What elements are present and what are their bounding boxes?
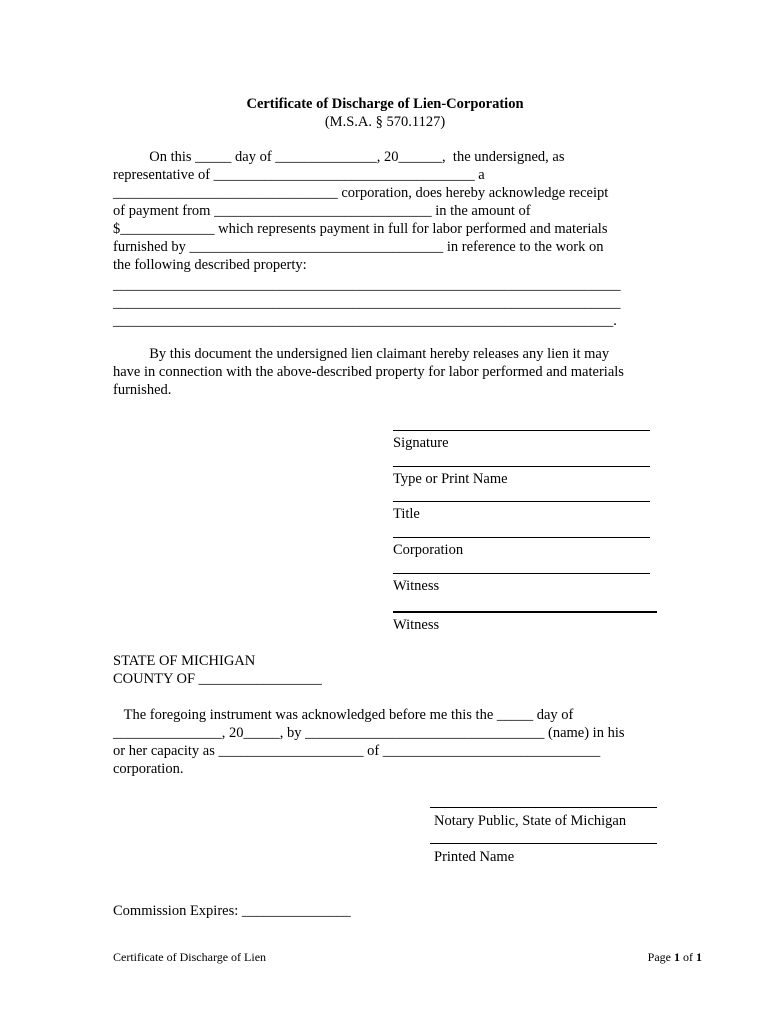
body-line: $_____________ which represents payment in full for labor performed and materials (113, 221, 608, 237)
body-line: On this _____ day of ______________, 20______, the undersigned, as (113, 149, 565, 165)
title-label: Title (393, 506, 420, 522)
witness2-label: Witness (393, 617, 440, 633)
printed-name-rule (430, 843, 657, 844)
corporation-rule (393, 537, 650, 538)
statute-citation: (M.S.A. § 570.1127) (324, 114, 446, 130)
print-name-label: Type or Print Name (393, 471, 508, 487)
notary-label: Notary Public, State of Michigan (434, 813, 627, 829)
county-line: COUNTY OF _________________ (113, 671, 322, 687)
body-line: representative of ____________________________________ a (113, 167, 485, 183)
signature-rule (393, 430, 650, 431)
corporation-label: Corporation (393, 542, 464, 558)
release-line: furnished. (113, 382, 172, 398)
body-line: _______________________________ corporation, does hereby acknowledge receipt (113, 185, 609, 201)
ack-line: _______________, 20_____, by _________________________________ (name) in his (113, 725, 625, 741)
state-line: STATE OF MICHIGAN (113, 653, 256, 669)
document-title: Certificate of Discharge of Lien-Corporation (246, 96, 524, 112)
title-rule (393, 501, 650, 502)
witness-label: Witness (393, 578, 440, 594)
ack-line: corporation. (113, 761, 184, 777)
signature-label: Signature (393, 435, 449, 451)
property-line: ______________________________________________________________________ (113, 295, 621, 311)
footer-title: Certificate of Discharge of Lien (113, 950, 267, 964)
ack-line: or her capacity as ____________________ of ______________________________ (113, 743, 601, 759)
witness-rule (393, 573, 650, 574)
property-line: _____________________________________________________________________. (113, 313, 617, 329)
print-name-rule (393, 466, 650, 467)
printed-name-label: Printed Name (434, 849, 515, 865)
commission-expires: Commission Expires: _______________ (113, 903, 351, 919)
ack-line: The foregoing instrument was acknowledged before me this the _____ day of (113, 707, 574, 723)
body-line: of payment from ______________________________ in the amount of (113, 203, 531, 219)
page-number: Page 1 of 1 (647, 950, 702, 964)
notary-rule (430, 807, 657, 808)
body-line: the following described property: (113, 257, 307, 273)
release-line: By this document the undersigned lien claimant hereby releases any lien it may (113, 346, 610, 362)
release-line: have in connection with the above-described property for labor performed and materials (113, 364, 624, 380)
witness2-rule (393, 611, 657, 613)
body-line: furnished by ___________________________________ in reference to the work on (113, 239, 604, 255)
property-line: ______________________________________________________________________ (113, 277, 621, 293)
